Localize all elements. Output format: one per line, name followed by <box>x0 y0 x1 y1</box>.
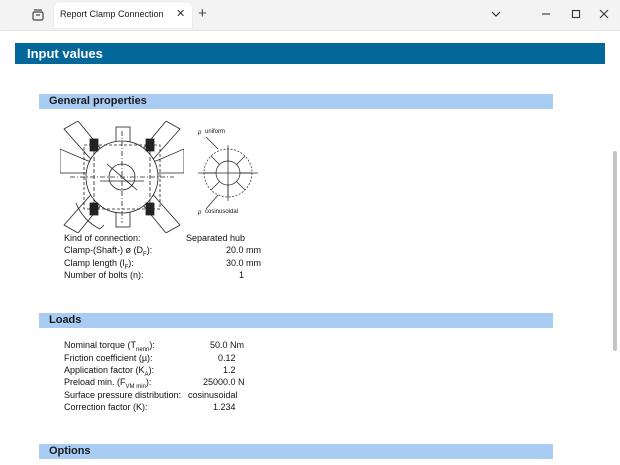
surface-pressure-label: Surface pressure distribution: <box>64 390 182 400</box>
application-factor-value: 1.2 <box>223 365 236 375</box>
section-title: General properties <box>49 95 147 107</box>
nominal-torque-value: 50.0 Nm <box>210 340 245 350</box>
surface-pressure-value: cosinusoidal <box>188 390 238 400</box>
correction-factor-value: 1.234 <box>213 402 236 412</box>
minimize-icon[interactable] <box>540 9 552 19</box>
title-bar <box>0 0 620 31</box>
friction-coefficient-label: Friction coefficient (µ): <box>64 353 153 363</box>
cosinusoidal-label: cosinusoidal <box>205 209 239 215</box>
pressure-symbol-bottom: p <box>198 210 202 216</box>
clamp-diameter-value: 20.0 mm <box>225 245 261 255</box>
page-title: Input values <box>27 46 103 61</box>
preload-min-label: Preload min. $(F_{VM min})$: <box>64 377 152 390</box>
clamp-length-value: 30.0 mm <box>225 258 261 268</box>
new-tab-icon[interactable]: + <box>198 5 207 22</box>
number-of-bolts-label: Number of bolts (n): <box>64 270 144 280</box>
surface-pressure-diagram <box>192 129 262 219</box>
scrollbar-thumb[interactable] <box>613 151 617 351</box>
input-values-header <box>15 43 605 64</box>
correction-factor-label: Correction factor (K): <box>64 402 148 412</box>
uniform-label: uniform <box>205 129 226 135</box>
nominal-torque-label: Nominal torque $(T_{nenn})$: <box>64 340 155 353</box>
browser-tab[interactable] <box>54 2 192 28</box>
chevron-down-icon[interactable] <box>490 9 502 19</box>
section-title: Options <box>49 445 91 457</box>
friction-coefficient-value: 0.12 <box>218 353 236 363</box>
clamp-diameter-label: Clamp-(Shaft-) ø $(D_F)$: <box>64 245 153 258</box>
general-properties-header <box>39 94 553 109</box>
report-content <box>0 31 620 465</box>
loads-header <box>39 313 553 328</box>
pressure-symbol-top: p <box>198 130 202 136</box>
clamp-connection-diagram <box>60 121 184 233</box>
preload-min-value: 25000.0 N <box>203 377 245 387</box>
application-factor-label: Application factor $(K_A)$: <box>64 365 155 378</box>
maximize-icon[interactable] <box>570 9 582 19</box>
kind-of-connection-value: Separated hub <box>186 233 246 243</box>
clamp-length-label: Clamp length $(l_F)$: <box>64 258 134 271</box>
section-title: Loads <box>49 314 82 326</box>
tab-title: Report Clamp Connection <box>60 9 164 19</box>
number-of-bolts-value: 1 <box>238 270 244 280</box>
close-window-icon[interactable] <box>598 9 610 19</box>
close-tab-icon[interactable]: ✕ <box>176 8 186 20</box>
tab-actions-icon[interactable] <box>30 7 46 23</box>
kind-of-connection-label: Kind of connection: <box>64 233 141 243</box>
options-header <box>39 444 553 459</box>
